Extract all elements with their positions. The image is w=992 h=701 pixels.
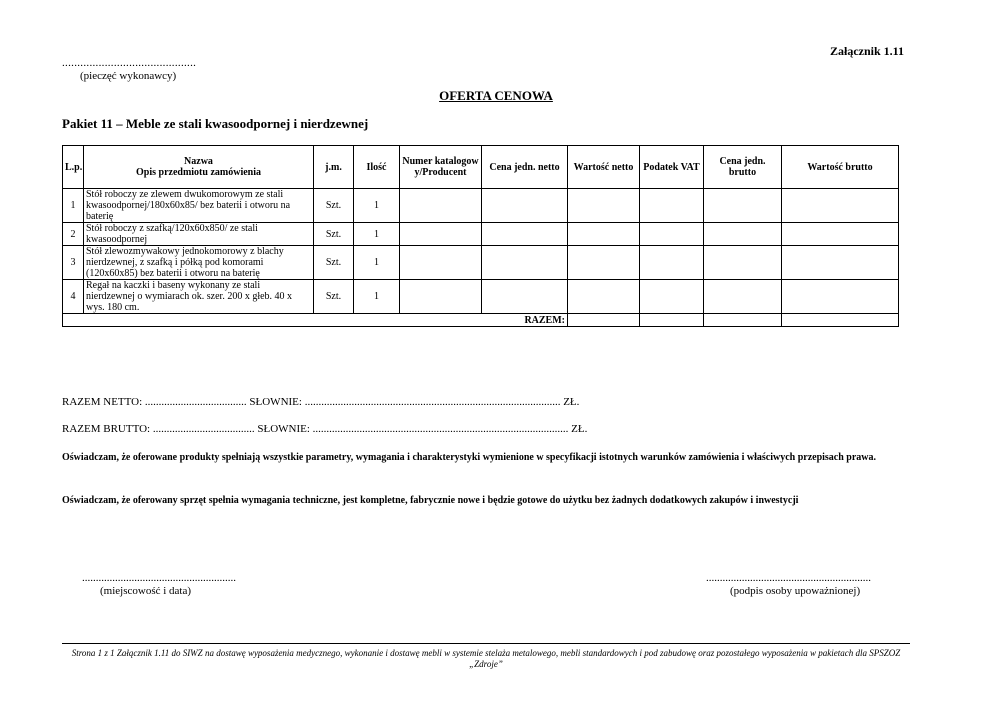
header-qty: Ilość xyxy=(354,146,400,189)
row-unit: Szt. xyxy=(314,189,354,223)
row-qty: 1 xyxy=(354,280,400,314)
total-brutto-line: RAZEM BRUTTO: ..................................... SŁOWNIE: ............................................................................................. ZŁ. xyxy=(62,423,588,435)
cell-unit-gross[interactable] xyxy=(704,223,782,246)
total-value-gross[interactable] xyxy=(782,314,899,327)
price-table xyxy=(62,145,899,327)
document-title: OFERTA CENOWA xyxy=(439,88,553,103)
row-unit: Szt. xyxy=(314,223,354,246)
total-vat[interactable] xyxy=(640,314,704,327)
cell-value-gross[interactable] xyxy=(782,246,899,280)
cell-unit-gross[interactable] xyxy=(704,280,782,314)
seal-dots: ............................................ xyxy=(62,57,197,69)
declaration-1: Oświadczam, że oferowane produkty spełniają wszystkie parametry, wymagania i charakterystyki wymienione w specyfikacji istotnych warunków zamówienia i właściwych przepisach prawa. xyxy=(62,452,877,463)
cell-unit-net[interactable] xyxy=(482,223,568,246)
cell-vat[interactable] xyxy=(640,246,704,280)
cell-unit-net[interactable] xyxy=(482,189,568,223)
footer-divider xyxy=(62,643,910,644)
row-lp: 3 xyxy=(63,246,84,280)
row-desc: Stół roboczy z szafką/120x60x850/ ze stali kwasoodpornej xyxy=(84,223,314,246)
footer-text: Strona 1 z 1 Załącznik 1.11 do SIWZ na dostawę wyposażenia medycznego, wykonanie i dostawę mebli w systemie stelaża metalowego, mebli standardowych i pod zabudowę oraz pozostałego wyposażenia w pakietach dla SPSZOZ „Zdroje” xyxy=(71,648,901,669)
row-qty: 1 xyxy=(354,246,400,280)
cell-catalog[interactable] xyxy=(400,223,482,246)
row-desc: Stół zlewozmywakowy jednokomorowy z blachy nierdzewnej, z szafką i półką pod komorami (120x60x85) bez baterii i otworu na baterię xyxy=(84,246,314,280)
cell-value-gross[interactable] xyxy=(782,189,899,223)
row-lp: 2 xyxy=(63,223,84,246)
cell-value-gross[interactable] xyxy=(782,280,899,314)
header-lp: L.p. xyxy=(63,146,84,189)
total-unit-gross[interactable] xyxy=(704,314,782,327)
cell-value-net[interactable] xyxy=(568,189,640,223)
header-unit: j.m. xyxy=(314,146,354,189)
total-netto-line: RAZEM NETTO: ..................................... SŁOWNIE: ............................................................................................. ZŁ. xyxy=(62,396,580,408)
cell-catalog[interactable] xyxy=(400,246,482,280)
row-desc: Regał na kaczki i baseny wykonany ze stali nierdzewnej o wymiarach ok. szer. 200 x głeb. 40 x wys. 180 cm. xyxy=(84,280,314,314)
signature-label: (podpis osoby upoważnionej) xyxy=(730,585,861,597)
total-value-net[interactable] xyxy=(568,314,640,327)
header-value-net: Wartość netto xyxy=(568,146,640,189)
cell-value-gross[interactable] xyxy=(782,223,899,246)
table-total-row xyxy=(63,314,899,327)
row-qty: 1 xyxy=(354,189,400,223)
row-unit: Szt. xyxy=(314,280,354,314)
row-lp: 4 xyxy=(63,280,84,314)
cell-vat[interactable] xyxy=(640,223,704,246)
header-unit-net: Cena jedn. netto xyxy=(482,146,568,189)
header-catalog: Numer katalogowy/Producent xyxy=(400,146,482,189)
total-label: RAZEM: xyxy=(63,314,568,327)
cell-unit-net[interactable] xyxy=(482,280,568,314)
cell-value-net[interactable] xyxy=(568,223,640,246)
cell-catalog[interactable] xyxy=(400,189,482,223)
row-lp: 1 xyxy=(63,189,84,223)
place-date-label: (miejscowość i data) xyxy=(100,585,192,597)
cell-catalog[interactable] xyxy=(400,280,482,314)
header-unit-gross: Cena jedn. brutto xyxy=(704,146,782,189)
place-date-dots: ........................................................ xyxy=(82,572,236,584)
declaration-2: Oświadczam, że oferowany sprzęt spełnia wymagania techniczne, jest kompletne, fabrycznie nowe i będzie gotowe do użytku bez żadnych dodatkowych zakupów i inwestycji xyxy=(62,495,799,506)
table-row xyxy=(63,223,899,246)
table-row xyxy=(63,189,899,223)
cell-value-net[interactable] xyxy=(568,280,640,314)
package-title: Pakiet 11 – Meble ze stali kwasoodpornej i nierdzewnej xyxy=(62,116,369,131)
row-desc: Stół roboczy ze zlewem dwukomorowym ze stali kwasoodpornej/180x60x85/ bez baterii i otworu na baterię xyxy=(84,189,314,223)
cell-unit-net[interactable] xyxy=(482,246,568,280)
signature-dots: ............................................................ xyxy=(706,572,871,584)
table-row xyxy=(63,280,899,314)
table-header-row xyxy=(63,146,899,189)
cell-unit-gross[interactable] xyxy=(704,189,782,223)
seal-label: (pieczęć wykonawcy) xyxy=(80,70,177,82)
cell-unit-gross[interactable] xyxy=(704,246,782,280)
cell-value-net[interactable] xyxy=(568,246,640,280)
header-vat: Podatek VAT xyxy=(640,146,704,189)
row-unit: Szt. xyxy=(314,246,354,280)
row-qty: 1 xyxy=(354,223,400,246)
attachment-label: Załącznik 1.11 xyxy=(829,44,904,58)
cell-vat[interactable] xyxy=(640,189,704,223)
header-value-gross: Wartość brutto xyxy=(782,146,899,189)
table-row xyxy=(63,246,899,280)
header-name xyxy=(84,146,314,189)
header-name-text: Nazwa Opis przedmiotu zamówienia xyxy=(136,156,261,178)
cell-vat[interactable] xyxy=(640,280,704,314)
